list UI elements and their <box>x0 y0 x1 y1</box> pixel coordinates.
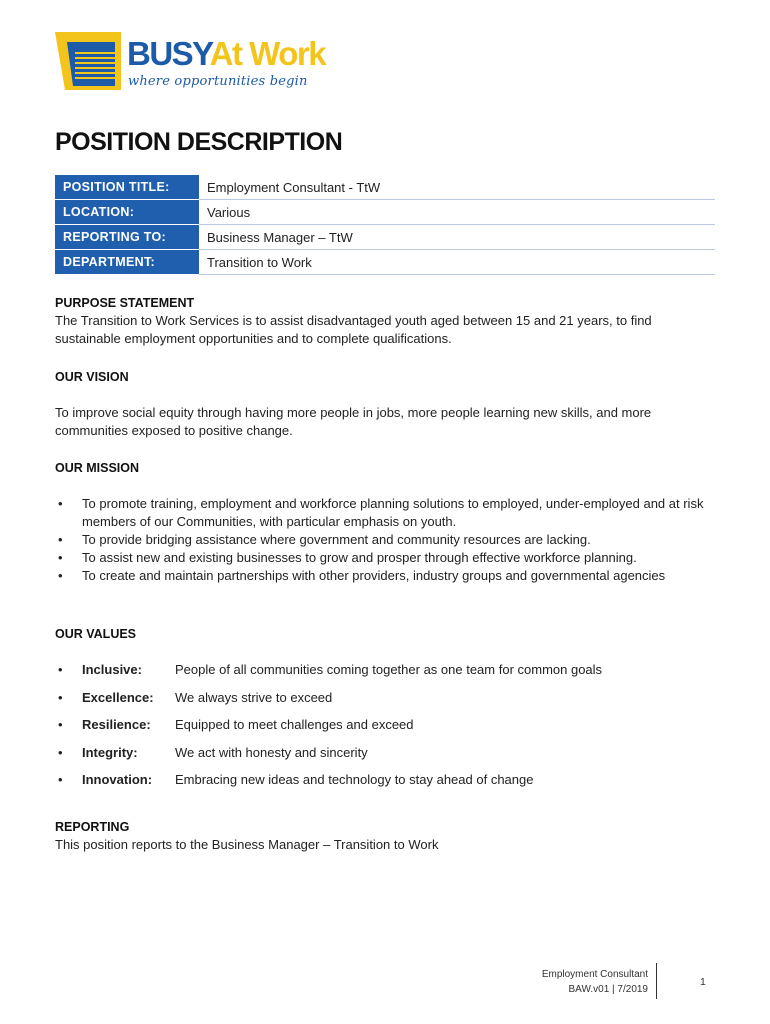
info-label: REPORTING TO: <box>55 225 199 250</box>
list-item <box>55 689 720 717</box>
purpose-text: The Transition to Work Services is to assist disadvantaged youth aged between 15 and 21 years, to find sustainable employment opportunities and to complete qualifications. <box>55 313 652 346</box>
values-section <box>55 625 720 799</box>
value-description: We act with honesty and sincerity <box>175 744 368 760</box>
info-label: DEPARTMENT: <box>55 250 199 275</box>
value-name: • Integrity: <box>82 744 138 760</box>
values-list <box>55 661 720 799</box>
info-value: Transition to Work <box>199 250 715 275</box>
mission-list <box>55 495 720 585</box>
purpose-section <box>55 294 720 348</box>
value-description: People of all communities coming together as one team for common goals <box>175 662 603 677</box>
footer-doc-name: Employment Consultant <box>541 969 648 980</box>
footer-version: BAW.v01 | 7/2019 <box>568 984 648 995</box>
reporting-text: This position reports to the Business Manager – Transition to Work <box>55 837 439 852</box>
info-label: LOCATION: <box>55 200 199 225</box>
logo-word-busy: BUSY <box>127 35 210 72</box>
value-description: Embracing new ideas and technology to stay ahead of change <box>175 772 534 787</box>
info-row-location <box>55 200 715 225</box>
list-item <box>55 744 720 772</box>
logo-word-atwork: At Work <box>209 35 326 72</box>
info-row-reporting-to <box>55 225 715 250</box>
section-heading: OUR VALUES <box>55 627 137 641</box>
list-item: • To promote training, employment and workforce planning solutions to employed, under-employed and at risk members of our Communities, with particular emphasis on youth. <box>55 495 720 531</box>
logo-emblem-icon <box>55 32 121 90</box>
footer-divider <box>656 963 657 999</box>
section-heading: PURPOSE STATEMENT <box>55 296 195 310</box>
value-description: Equipped to meet challenges and exceed <box>175 717 414 732</box>
value-name: • Inclusive: <box>82 662 142 677</box>
list-item <box>55 771 720 799</box>
value-name: • Excellence: <box>82 689 154 705</box>
section-heading: REPORTING <box>55 820 130 834</box>
reporting-section <box>55 818 720 854</box>
value-description: We always strive to exceed <box>175 689 333 705</box>
info-value: Business Manager – TtW <box>199 225 715 250</box>
list-item: • To create and maintain partnerships with other providers, industry groups and governmental agencies <box>55 567 720 585</box>
value-name: • Resilience: <box>82 717 151 732</box>
list-item: • To assist new and existing businesses to grow and prosper through effective workforce planning. <box>55 549 720 567</box>
info-value: Various <box>199 200 715 225</box>
value-name: • Innovation: <box>82 772 153 787</box>
list-item: • To provide bridging assistance where government and community resources are lacking. <box>55 531 720 549</box>
list-item <box>55 661 720 689</box>
logo-tagline: where opportunities begin <box>128 74 308 89</box>
info-row-department <box>55 250 715 275</box>
vision-section <box>55 368 720 440</box>
page-number: 1 <box>700 976 706 988</box>
info-row-position-title <box>55 175 715 200</box>
vision-text: To improve social equity through having more people in jobs, more people learning new skills, and more communities exposed to positive change. <box>55 405 652 438</box>
footer-doc-info <box>542 967 648 997</box>
section-heading: OUR VISION <box>55 370 129 384</box>
mission-section <box>55 459 720 585</box>
logo-wordmark <box>127 36 325 72</box>
list-item <box>55 716 720 744</box>
info-value: Employment Consultant - TtW <box>199 175 715 200</box>
info-label: POSITION TITLE: <box>55 175 199 200</box>
company-logo <box>55 30 335 95</box>
section-heading: OUR MISSION <box>55 461 140 475</box>
page-title: POSITION DESCRIPTION <box>55 128 343 156</box>
position-info-table <box>55 175 715 275</box>
